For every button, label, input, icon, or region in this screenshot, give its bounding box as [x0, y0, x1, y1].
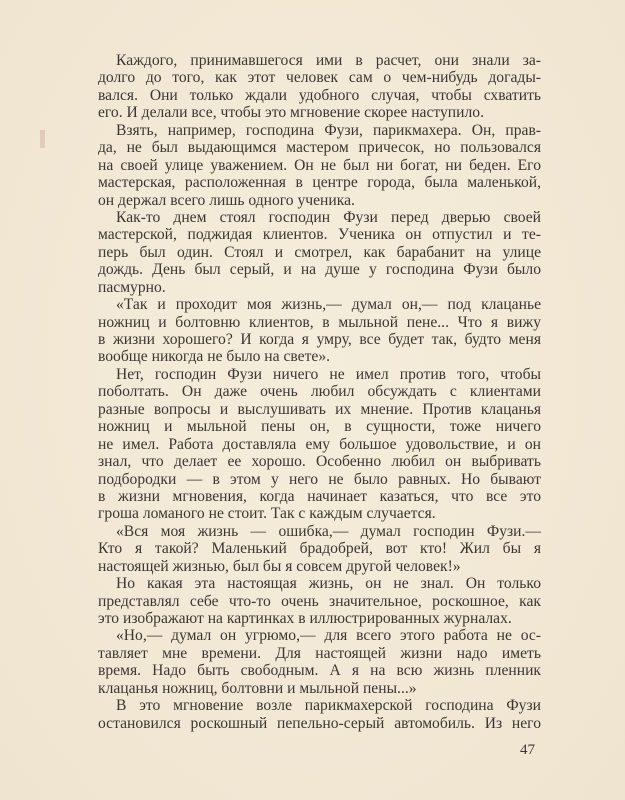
- text-line: подбородки — в этом у него не было равных. Но бывают: [98, 470, 541, 488]
- text-line: настоящей жизнью, был бы я совсем другой человек!»: [98, 557, 461, 575]
- text-line: Но какая эта настоящая жизнь, он не знал. Он только: [116, 575, 541, 593]
- text-line: в жизни хорошего? И когда я умру, все будет так, будто меня: [98, 331, 541, 348]
- text-line: вался. Они только ждали удобного случая, чтобы схватить: [98, 86, 541, 104]
- text-line: В это мгновение возле парикмахерской господина Фузи: [116, 697, 541, 715]
- text-line: поболтать. Он даже очень любил обсуждать с клиентами: [98, 383, 541, 401]
- text-line: это изображают на картинках в иллюстрированных журналах.: [98, 610, 512, 627]
- text-line: гроша ломаного не стоит. Так с каждым случается.: [98, 505, 436, 523]
- text-line: мастерской, поджидая клиентов. Ученика он отпустил и те-: [98, 226, 541, 244]
- text-line: его. И делали все, чтобы это мгновение скорее наступило.: [98, 104, 484, 122]
- text-line: Взять, например, господина Фузи, парикмахера. Он, прав-: [116, 121, 541, 139]
- text-line: остановился роскошный пепельно-серый автомобиль. Из него: [98, 714, 541, 732]
- text-line: Как-то днем стоял господин Фузи перед дверью своей: [116, 208, 541, 226]
- text-line: дождь. День был серый, и на душе у господина Фузи было: [98, 261, 541, 279]
- margin-stain: [40, 130, 45, 148]
- text-line: тавляет мне времени. Для настоящей жизни надо иметь: [98, 644, 541, 662]
- text-line: ножниц и болтовню клиентов, в мыльной пене... Что я вижу: [98, 313, 541, 331]
- text-line: время. Надо быть свободным. А я на всю жизнь пленник: [98, 662, 541, 680]
- text-line: разные вопросы и выслушивать их мнение. Против клацанья: [98, 400, 541, 418]
- text-line: мастерская, расположенная в центре города, была маленькой,: [98, 174, 541, 192]
- text-line: пасмурно.: [98, 278, 166, 296]
- text-line: знал, что делает ее хорошо. Особенно любил он выбривать: [98, 453, 541, 471]
- text-line: «Вся моя жизнь — ошибка,— думал господин Фузи.—: [116, 522, 541, 540]
- body-text: [98, 52, 541, 732]
- text-line: в жизни мгновения, когда начинает казаться, что все это: [98, 487, 541, 505]
- text-line: вообще никогда не было на свете».: [98, 348, 331, 366]
- text-line: Кто я такой? Маленький брадобрей, вот кто! Жил бы я: [98, 540, 541, 558]
- text-line: Нет, господин Фузи ничего не имел против того, чтобы: [116, 365, 541, 383]
- text-line: представлял себе что-то очень значительное, роскошное, как: [98, 592, 541, 610]
- text-line: клацанья ножниц, болтовни и мыльной пены...»: [98, 679, 417, 697]
- text-line: на своей улице уважением. Он не был ни богат, ни беден. Его: [98, 156, 541, 174]
- text-line: долго до того, как этот человек сам о чем-нибудь догады-: [98, 69, 541, 87]
- text-line: перь был один. Стоял и смотрел, как барабанит на улице: [98, 243, 541, 261]
- text-line: «Но,— думал он угрюмо,— для всего этого работа не ос-: [116, 627, 541, 645]
- text-line: Каждого, принимавшегося ими в расчет, они знали за-: [116, 52, 541, 69]
- text-line: да, не был выдающимся мастером причесок, но пользовался: [98, 139, 541, 157]
- page-number: 47: [520, 742, 535, 758]
- text-line: не имел. Работа доставляла ему большое удовольствие, и он: [98, 435, 541, 453]
- text-line: он держал всего лишь одного ученика.: [98, 191, 355, 209]
- text-line: ножниц и мыльной пены он, в сущности, тоже ничего: [98, 418, 541, 436]
- text-line: «Так и проходит моя жизнь,— думал он,— под клацанье: [116, 296, 541, 314]
